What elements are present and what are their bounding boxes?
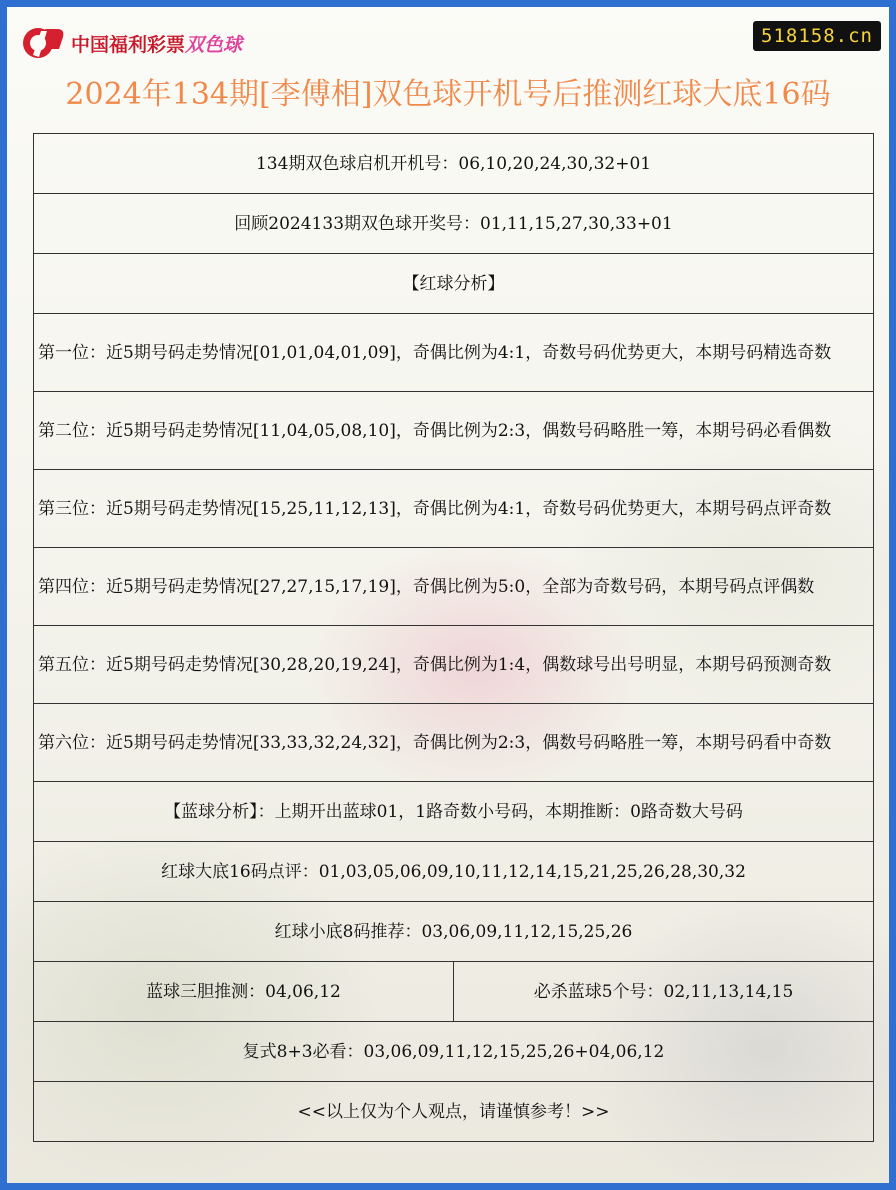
red-16-cell: 红球大底16码点评：01,03,05,06,09,10,11,12,14,15,21,25,26,28,30,32 — [34, 842, 874, 902]
lottery-logo-icon — [21, 25, 67, 61]
logo-text: 中国福利彩票双色球 — [71, 33, 243, 56]
table-row — [34, 1082, 874, 1142]
start-numbers-cell: 134期双色球启机开机号：06,10,20,24,30,32+01 — [34, 134, 874, 194]
position-4-cell: 第四位：近5期号码走势情况[27,27,15,17,19]，奇偶比例为5:0，全部为奇数号码，本期号码点评偶数 — [34, 548, 874, 626]
table-row — [34, 548, 874, 626]
position-3-cell: 第三位：近5期号码走势情况[15,25,11,12,13]，奇偶比例为4:1，奇数号码优势更大，本期号码点评奇数 — [34, 470, 874, 548]
page-title: 2024年134期[李傅相]双色球开机号后推测红球大底16码 — [65, 77, 831, 112]
header — [7, 7, 889, 135]
table-row — [34, 902, 874, 962]
blue-kill-cell: 必杀蓝球5个号：02,11,13,14,15 — [454, 962, 874, 1022]
disclaimer-cell: <<以上仅为个人观点，请谨慎参考！>> — [34, 1082, 874, 1142]
combo-cell: 复式8+3必看：03,06,09,11,12,15,25,26+04,06,12 — [34, 1022, 874, 1082]
table-row — [34, 842, 874, 902]
position-2-cell: 第二位：近5期号码走势情况[11,04,05,08,10]，奇偶比例为2:3，偶数号码略胜一筹，本期号码必看偶数 — [34, 392, 874, 470]
position-5-cell: 第五位：近5期号码走势情况[30,28,20,19,24]，奇偶比例为1:4，偶数球号出号明显，本期号码预测奇数 — [34, 626, 874, 704]
review-cell: 回顾2024133期双色球开奖号：01,11,15,27,30,33+01 — [34, 194, 874, 254]
table-row — [34, 470, 874, 548]
table-row — [34, 782, 874, 842]
table-row — [34, 1022, 874, 1082]
table-row — [34, 314, 874, 392]
position-6-cell: 第六位：近5期号码走势情况[33,33,32,24,32]，奇偶比例为2:3，偶数号码略胜一筹，本期号码看中奇数 — [34, 704, 874, 782]
red-analysis-heading: 【红球分析】 — [34, 254, 874, 314]
table-row — [34, 194, 874, 254]
table-row — [34, 392, 874, 470]
site-badge[interactable]: 518158.cn — [753, 21, 881, 51]
table-row — [34, 134, 874, 194]
position-1-cell: 第一位：近5期号码走势情况[01,01,04,01,09]，奇偶比例为4:1，奇数号码优势更大，本期号码精选奇数 — [34, 314, 874, 392]
table-row — [34, 704, 874, 782]
table-row — [34, 254, 874, 314]
prediction-table — [33, 133, 874, 1142]
blue-three-cell: 蓝球三胆推测：04,06,12 — [34, 962, 454, 1022]
table-row — [34, 962, 874, 1022]
red-8-cell: 红球小底8码推荐：03,06,09,11,12,15,25,26 — [34, 902, 874, 962]
page-frame — [4, 4, 892, 1186]
blue-analysis-cell: 【蓝球分析】：上期开出蓝球01，1路奇数小号码，本期推断：0路奇数大号码 — [34, 782, 874, 842]
lottery-logo — [21, 25, 242, 61]
table-row — [34, 626, 874, 704]
